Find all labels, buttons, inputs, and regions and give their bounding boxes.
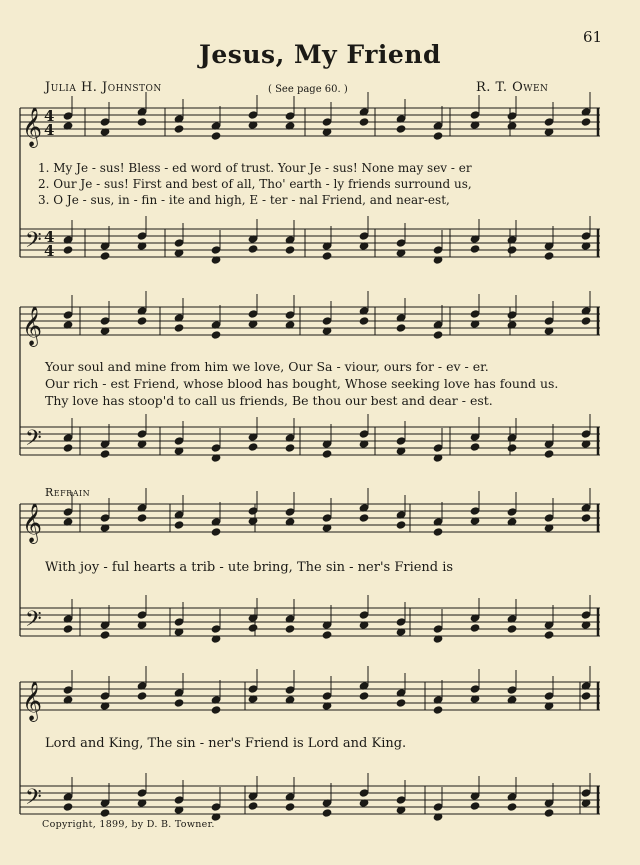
notehead bbox=[63, 625, 73, 633]
notehead bbox=[581, 430, 591, 438]
notehead bbox=[581, 118, 591, 126]
notehead bbox=[285, 625, 295, 633]
notehead bbox=[433, 132, 443, 140]
notehead bbox=[544, 252, 554, 260]
notehead bbox=[211, 528, 221, 536]
notehead bbox=[322, 692, 332, 700]
notehead bbox=[63, 803, 73, 811]
notehead bbox=[63, 112, 73, 120]
notehead bbox=[100, 118, 110, 126]
notehead bbox=[100, 631, 110, 639]
verse-1-line: 1. My Je - sus! Bless - ed word of trust. Your Je - sus! None may sev - er bbox=[38, 161, 472, 175]
verse-1-line: Your soul and mine from him we love, Our Sa - viour, ours for - ev - er. bbox=[45, 359, 489, 374]
notehead bbox=[544, 514, 554, 522]
notehead bbox=[359, 692, 369, 700]
notehead bbox=[100, 450, 110, 458]
notehead bbox=[470, 624, 480, 632]
notehead bbox=[470, 802, 480, 810]
notehead bbox=[470, 310, 480, 318]
notehead bbox=[248, 310, 258, 318]
notehead bbox=[396, 125, 406, 133]
notehead bbox=[470, 507, 480, 515]
notehead bbox=[285, 112, 295, 120]
notehead bbox=[544, 809, 554, 817]
notehead bbox=[63, 508, 73, 516]
notehead bbox=[581, 317, 591, 325]
notehead bbox=[433, 625, 443, 633]
verse-3-line: 3. O Je - sus, in - fin - ite and high, E - ter - nal Friend, and near-est, bbox=[38, 193, 450, 207]
notehead bbox=[470, 443, 480, 451]
time-signature: 4 bbox=[44, 121, 55, 139]
time-signature: 4 bbox=[44, 242, 55, 260]
notehead bbox=[581, 611, 591, 619]
notehead bbox=[396, 437, 406, 445]
notehead bbox=[433, 528, 443, 536]
page-number: 61 bbox=[583, 28, 603, 46]
notehead bbox=[581, 232, 591, 240]
notehead bbox=[174, 521, 184, 529]
notehead bbox=[248, 685, 258, 693]
notehead bbox=[63, 311, 73, 319]
notehead bbox=[544, 317, 554, 325]
notehead bbox=[581, 789, 591, 797]
notehead bbox=[433, 246, 443, 254]
notehead bbox=[359, 611, 369, 619]
notehead bbox=[285, 686, 295, 694]
notehead bbox=[100, 514, 110, 522]
notehead bbox=[137, 514, 147, 522]
notehead bbox=[100, 252, 110, 260]
treble-clef-icon: 𝄞 bbox=[22, 306, 43, 346]
notehead bbox=[470, 685, 480, 693]
notehead bbox=[285, 311, 295, 319]
bass-clef-icon: 𝄢 bbox=[25, 426, 42, 456]
treble-clef-icon: 𝄞 bbox=[22, 503, 43, 543]
notehead bbox=[470, 111, 480, 119]
notehead bbox=[470, 245, 480, 253]
notehead bbox=[211, 132, 221, 140]
notehead bbox=[396, 324, 406, 332]
notehead bbox=[63, 246, 73, 254]
notehead bbox=[100, 692, 110, 700]
notehead bbox=[507, 112, 517, 120]
notehead bbox=[433, 444, 443, 452]
notehead bbox=[174, 239, 184, 247]
notehead bbox=[322, 631, 332, 639]
notehead bbox=[211, 625, 221, 633]
notehead bbox=[396, 699, 406, 707]
notehead bbox=[137, 232, 147, 240]
notehead bbox=[137, 317, 147, 325]
bass-clef-icon: 𝄢 bbox=[25, 228, 42, 258]
notehead bbox=[248, 507, 258, 515]
bass-clef-icon: 𝄢 bbox=[25, 607, 42, 637]
notehead bbox=[285, 508, 295, 516]
notehead bbox=[285, 444, 295, 452]
notehead bbox=[507, 686, 517, 694]
refrain-label: Refrain bbox=[45, 486, 91, 499]
copyright-notice: Copyright, 1899, by D. B. Towner. bbox=[42, 819, 215, 830]
notehead bbox=[174, 125, 184, 133]
notehead bbox=[359, 232, 369, 240]
notehead bbox=[248, 443, 258, 451]
notehead bbox=[174, 699, 184, 707]
notehead bbox=[137, 692, 147, 700]
notehead bbox=[137, 430, 147, 438]
time-signature: 4 bbox=[44, 107, 55, 125]
notehead bbox=[174, 618, 184, 626]
notehead bbox=[137, 118, 147, 126]
notehead bbox=[322, 450, 332, 458]
notehead bbox=[396, 618, 406, 626]
notehead bbox=[433, 331, 443, 339]
notehead bbox=[359, 789, 369, 797]
notehead bbox=[433, 803, 443, 811]
notehead bbox=[322, 317, 332, 325]
verse-3-line: Thy love has stoop'd to call us friends, Be thou our best and dear - est. bbox=[45, 393, 493, 408]
notehead bbox=[211, 706, 221, 714]
verse-2-line: Our rich - est Friend, whose blood has bought, Whose seeking love has found us. bbox=[45, 376, 559, 391]
refrain-line-2: Lord and King, The sin - ner's Friend is Lord and King. bbox=[45, 736, 407, 751]
cross-reference-note: ( See page 60. ) bbox=[268, 84, 348, 95]
notehead bbox=[433, 706, 443, 714]
notehead bbox=[100, 809, 110, 817]
notehead bbox=[211, 246, 221, 254]
notehead bbox=[63, 444, 73, 452]
notehead bbox=[507, 444, 517, 452]
refrain-line-1: With joy - ful hearts a trib - ute bring, The sin - ner's Friend is bbox=[45, 560, 454, 575]
notehead bbox=[359, 118, 369, 126]
notehead bbox=[544, 450, 554, 458]
notehead bbox=[174, 796, 184, 804]
notehead bbox=[248, 802, 258, 810]
treble-clef-icon: 𝄞 bbox=[22, 681, 43, 721]
time-signature: 4 bbox=[44, 228, 55, 246]
notehead bbox=[211, 331, 221, 339]
notehead bbox=[174, 437, 184, 445]
notehead bbox=[396, 796, 406, 804]
notehead bbox=[581, 514, 591, 522]
notehead bbox=[285, 803, 295, 811]
notehead bbox=[359, 317, 369, 325]
notehead bbox=[137, 789, 147, 797]
notehead bbox=[322, 118, 332, 126]
notehead bbox=[507, 625, 517, 633]
notehead bbox=[248, 111, 258, 119]
notehead bbox=[174, 324, 184, 332]
notehead bbox=[137, 611, 147, 619]
composer-credit: R. T. Owen bbox=[476, 80, 549, 95]
notehead bbox=[544, 692, 554, 700]
notehead bbox=[359, 430, 369, 438]
notehead bbox=[544, 118, 554, 126]
notehead bbox=[211, 444, 221, 452]
notehead bbox=[507, 246, 517, 254]
author-credit: Julia H. Johnston bbox=[45, 80, 162, 95]
treble-clef-icon: 𝄞 bbox=[22, 107, 43, 147]
notehead bbox=[322, 252, 332, 260]
notehead bbox=[100, 317, 110, 325]
notehead bbox=[63, 686, 73, 694]
notehead bbox=[544, 631, 554, 639]
notehead bbox=[211, 803, 221, 811]
notehead bbox=[322, 809, 332, 817]
notehead bbox=[396, 239, 406, 247]
notehead bbox=[322, 514, 332, 522]
verse-2-line: 2. Our Je - sus! First and best of all, Tho' earth - ly friends surround us, bbox=[38, 177, 472, 191]
notehead bbox=[396, 521, 406, 529]
notehead bbox=[359, 514, 369, 522]
notehead bbox=[507, 508, 517, 516]
notehead bbox=[285, 246, 295, 254]
notehead bbox=[581, 692, 591, 700]
notehead bbox=[507, 803, 517, 811]
hymn-title: Jesus, My Friend bbox=[199, 40, 441, 69]
notehead bbox=[248, 245, 258, 253]
notehead bbox=[248, 624, 258, 632]
bass-clef-icon: 𝄢 bbox=[25, 785, 42, 815]
notehead bbox=[507, 311, 517, 319]
